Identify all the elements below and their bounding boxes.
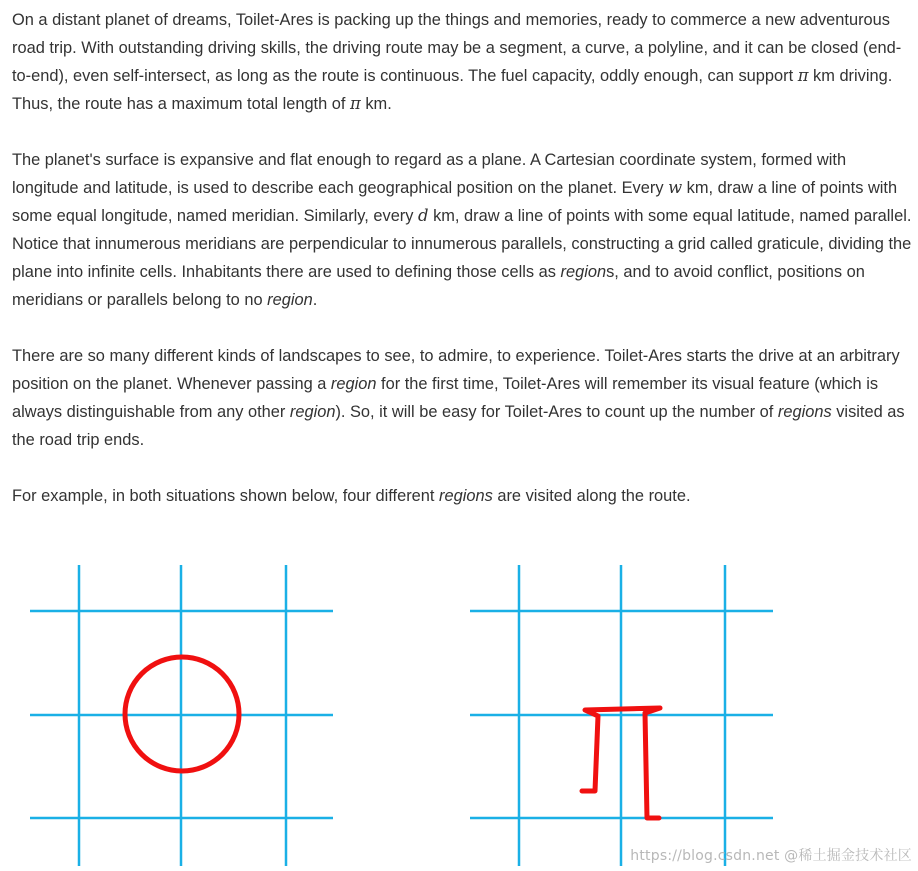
text-run: ). So, it will be easy for Toilet-Ares to count up the number of	[335, 403, 778, 421]
emphasis-region: region	[330, 375, 377, 393]
text-run: The planet's surface is expansive and flat enough to regard as a plane. A Cartesian coordinate system, formed with longitude and latitude, is used to describe each geographical position on the planet. Every	[12, 151, 847, 197]
paragraph-drive	[12, 342, 912, 454]
emphasis-region: region	[289, 403, 336, 421]
paragraph-plane	[12, 146, 912, 314]
example-figure	[0, 555, 918, 871]
text-run: s, and to avoid conflict, positions on meridians or parallels belong to no	[12, 263, 865, 309]
emphasis-region: region	[560, 263, 607, 281]
example-figure-svg	[0, 555, 918, 871]
text-run: On a distant planet of dreams, Toilet-Ares is packing up the things and memories, ready to commerce a new adventurous road trip. With outstanding driving skills, the driving route may be a segment, a curve, a polyline, and it can be closed (end-to-end), even self-intersect, as long as the route is continuous. The fuel capacity, oddly enough, can support	[12, 11, 902, 85]
problem-statement	[12, 6, 912, 538]
emphasis-regions: regions	[439, 487, 493, 505]
math-pi: π	[797, 66, 809, 85]
math-d: d	[418, 206, 429, 225]
left-graticule	[30, 565, 333, 866]
text-run: .	[312, 291, 318, 309]
paragraph-example	[12, 482, 912, 510]
paragraph-intro	[12, 6, 912, 118]
text-run: km.	[360, 95, 392, 113]
right-graticule	[470, 565, 773, 866]
text-run: are visited along the route.	[492, 487, 691, 505]
text-run: There are so many different kinds of landscapes to see, to admire, to experience. Toilet-Ares starts the drive at an arbitrary position on the planet. Whenever passing a	[12, 347, 900, 393]
emphasis-regions: regions	[777, 403, 832, 421]
text-run: For example, in both situations shown below, four different	[12, 487, 440, 505]
text-run: km, draw a line of points with some equal latitude, named parallel. Notice that innumerous meridians are perpendicular to innumerous parallels, constructing a grid called graticule, dividing the plane into infinite cells. Inhabitants there are used to defining those cells as	[12, 207, 912, 281]
math-pi: π	[350, 94, 361, 113]
watermark-text: https://blog.csdn.net @稀土掘金技术社区	[630, 848, 912, 864]
text-run: visited as the road trip ends.	[12, 403, 905, 449]
emphasis-region: region	[267, 291, 313, 309]
text-run: km, draw a line of points with some equal longitude, named meridian. Similarly, every	[12, 179, 898, 225]
text-run: km driving. Thus, the route has a maximum total length of	[12, 67, 893, 113]
math-w: w	[668, 178, 683, 197]
text-run: for the first time, Toilet-Ares will remember its visual feature (which is always distinguishable from any other	[12, 375, 879, 421]
